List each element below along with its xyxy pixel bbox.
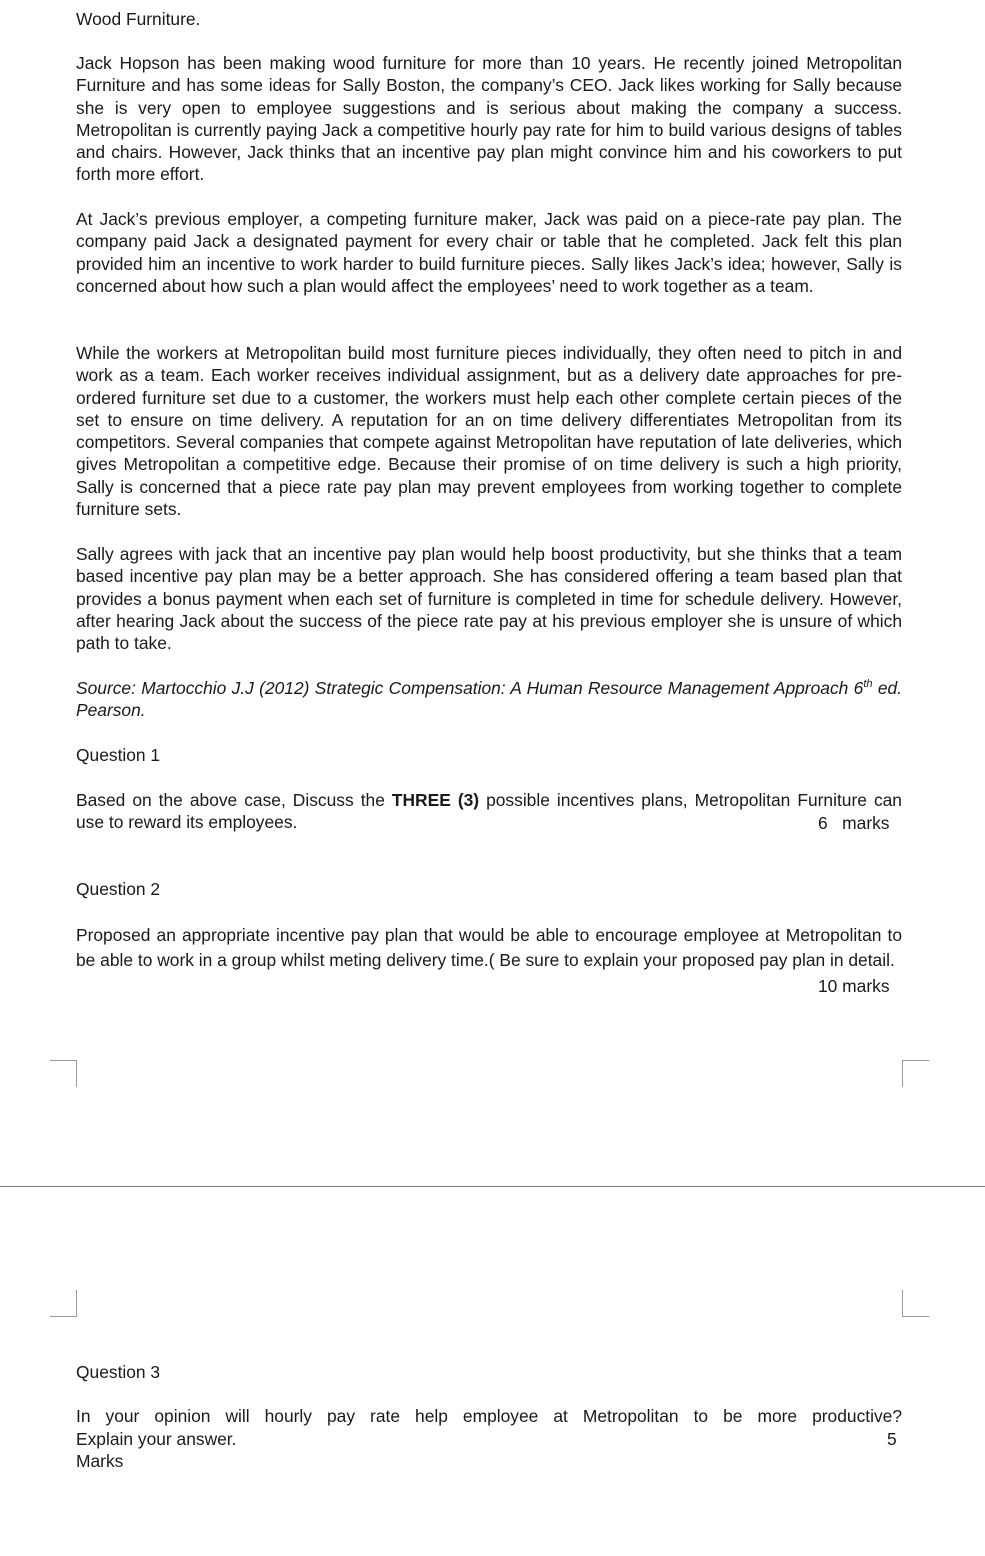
question-1-text-bold: THREE (3) [391,790,480,810]
page-break [0,1186,985,1187]
question-1-text [76,789,902,834]
crop-mark-top-left [50,1290,77,1317]
question-1-heading: Question 1 [76,745,161,765]
source-citation-text: Source: Martocchio J.J (2012) Strategic Compensation: A Human Resource Management Approach 6 [76,678,864,698]
question-3-heading: Question 3 [76,1362,161,1382]
question-3-text-line-2: Explain your answer. [76,1429,237,1449]
case-paragraph-3: While the workers at Metropolitan build most furniture pieces individually, they often need to pitch in and work as a team. Each worker receives individual assignment, but as a delivery date approaches for pre-ordered furniture set due to a customer, the workers must help each other complete certain pieces of the set to ensure on time delivery. A reputation for an on time delivery differentiates Metropolitan from its competitors. Several companies that compete against Metropolitan have reputation of late deliveries, which gives Metropolitan a competitive edge. Because their promise of on time delivery is such a high priority, Sally is concerned that a piece rate pay plan may prevent employees from working together to complete furniture sets. [76,343,902,520]
question-1-text-start: Based on the above case, Discuss the [76,790,392,810]
question-2-heading: Question 2 [76,879,161,899]
case-paragraph-4: Sally agrees with jack that an incentive pay plan would help boost productivity, but she thinks that a team based incentive pay plan may be a better approach. She has considered offering a team based plan that provides a bonus payment when each set of furniture is completed in time for schedule delivery. However, after hearing Jack about the success of the piece rate pay at his previous employer she is unsure of which path to take. [76,544,902,654]
case-paragraph-2: At Jack’s previous employer, a competing furniture maker, Jack was paid on a piece-rate pay plan. The company paid Jack a designated payment for every chair or table that he completed. Jack felt this plan provided him an incentive to work harder to build furniture pieces. Sally likes Jack’s idea; however, Sally is concerned about how such a plan would affect the employees’ need to work together as a team. [76,209,902,296]
question-2-text: Proposed an appropriate incentive pay plan that would be able to encourage employee at Metropolitan to be able to work in a group whilst meting delivery time.( Be sure to explain your proposed pay plan in detail. [76,925,902,970]
question-1-marks: 6 marks [818,813,890,833]
question-2-marks: 10 marks [818,976,890,996]
source-citation [76,677,902,722]
document-title: Wood Furniture. [76,9,201,29]
crop-mark-top-right [902,1290,929,1317]
case-paragraph-1: Jack Hopson has been making wood furniture for more than 10 years. He recently joined Metropolitan Furniture and has some ideas for Sally Boston, the company’s CEO. Jack likes working for Sally because she is very open to employee suggestions and is serious about making the company a success. Metropolitan is currently paying Jack a competitive hourly pay rate for him to build various designs of tables and chairs. However, Jack thinks that an incentive pay plan might convince him and his coworkers to put forth more effort. [76,53,902,185]
question-3-marks-label: Marks [76,1451,124,1471]
question-1-text-end: possible incentives plans, Metropolitan Furniture can use to reward its employees. [76,790,902,833]
question-3-marks-value: 5 [887,1429,897,1449]
crop-mark-bottom-right [902,1060,929,1087]
question-3-text-line-1: In your opinion will hourly pay rate help employee at Metropolitan to be more productive? [76,1406,902,1426]
source-citation-superscript: th [863,678,873,691]
source-citation-suffix: ed. Pearson. [76,678,902,721]
crop-mark-bottom-left [50,1060,77,1087]
